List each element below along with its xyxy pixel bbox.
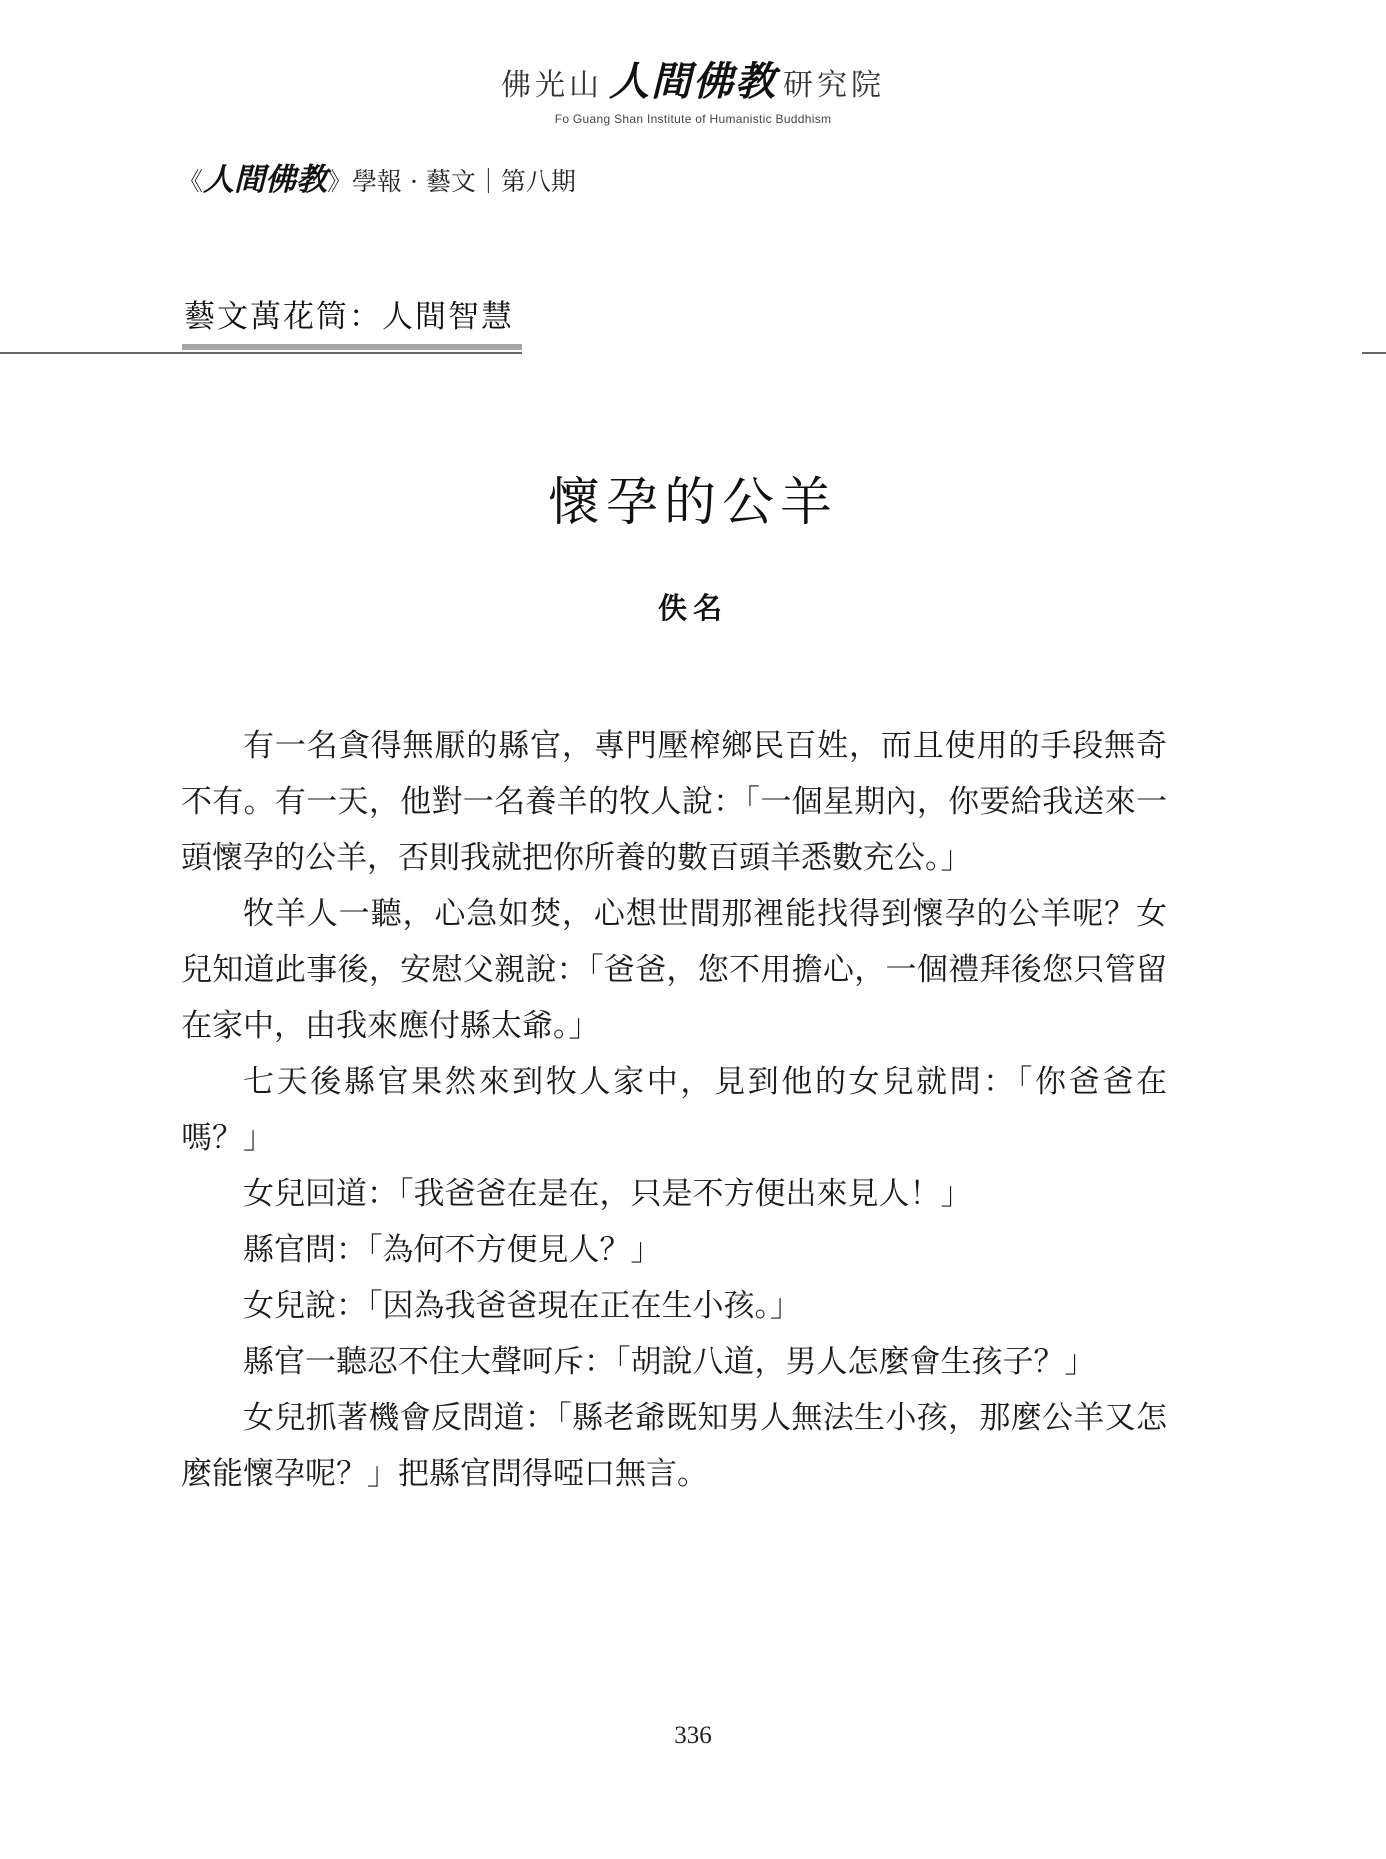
paragraph: 女兒說：「因為我爸爸現在正在生小孩。」 (243, 1288, 801, 1324)
header-rule-left (0, 352, 522, 354)
institute-prefix: 佛光山 (501, 68, 603, 103)
paragraph: 縣官問：「為何不方便見人？」 (243, 1232, 662, 1268)
journal-open-bracket: 《 (178, 167, 204, 196)
journal-brand-logo: 人間佛教 (203, 162, 328, 198)
page-number: 336 (674, 1722, 712, 1749)
paragraph: 有一名貪得無厭的縣官，專門壓榨鄉民百姓，而且使用的手段無奇不有。有一天，他對一名養羊的牧人說：「一個星期內，你要給我送來一頭懷孕的公羊，否則我就把你所養的數百頭羊悉數充公。」 (181, 728, 1167, 876)
institute-header (0, 58, 1386, 126)
paragraph: 女兒抓著機會反問道：「縣老爺既知男人無法生小孩，那麼公羊又怎麼能懷孕呢？」把縣官問得啞口無言。 (181, 1400, 1167, 1492)
institute-brand-logo: 人間佛教 (609, 58, 777, 105)
article-title: 懷孕的公羊 (547, 473, 838, 533)
article-author: 佚名 (657, 591, 728, 625)
institute-suffix: 研究院 (783, 68, 885, 103)
paragraph: 七天後縣官果然來到牧人家中，見到他的女兒就問：「你爸爸在嗎？」 (181, 1064, 1167, 1156)
paragraph: 牧羊人一聽，心急如焚，心想世間那裡能找得到懷孕的公羊呢？女兒知道此事後，安慰父親說：「爸爸，您不用擔心，一個禮拜後您只管留在家中，由我來應付縣太爺。」 (181, 896, 1167, 1044)
article-body (181, 718, 1167, 1502)
journal-issue-info: 》學報 · 藝文｜第八期 (327, 167, 576, 196)
institute-english-name: Fo Guang Shan Institute of Humanistic Buddhism (554, 112, 832, 126)
header-rule-right (1362, 352, 1386, 354)
paragraph: 女兒回道：「我爸爸在是在，只是不方便出來見人！」 (243, 1176, 972, 1212)
institute-name (0, 58, 1386, 110)
paragraph: 縣官一聽忍不住大聲呵斥：「胡說八道，男人怎麼會生孩子？」 (243, 1344, 1096, 1380)
section-title: 藝文萬花筒：人間智慧 (184, 299, 514, 335)
journal-running-head (178, 160, 576, 202)
section-underline-bar (182, 344, 522, 350)
